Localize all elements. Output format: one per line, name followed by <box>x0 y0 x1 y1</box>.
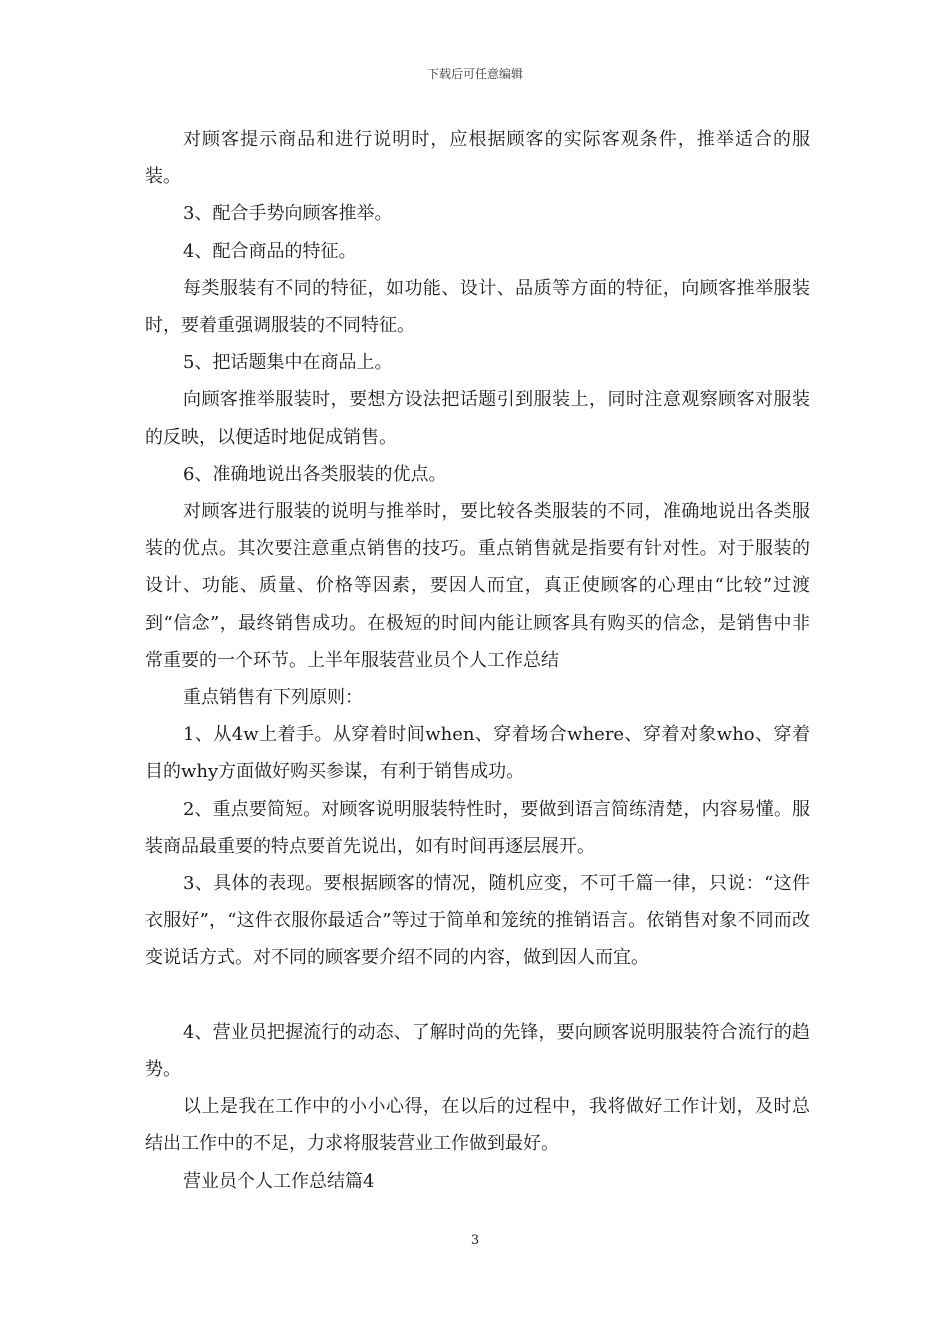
paragraph-principle-3: 3、具体的表现。要根据顾客的情况，随机应变，不可千篇一律，只说：“这件衣服好”，“这件衣服你最适合”等过于简单和笼统的推销语言。依销售对象不同而改变说话方式。对不同的顾客要介绍不同的内容，做到因人而宜。 <box>145 873 810 969</box>
page-number: 3 <box>470 1233 480 1248</box>
paragraph-item-5-topic: 5、把话题集中在商品上。 <box>183 352 393 374</box>
blank-line <box>145 977 810 1014</box>
paragraph-conclusion: 以上是我在工作中的小小心得，在以后的过程中，我将做好工作计划，及时总结出工作中的不足，力求将服装营业工作做到最好。 <box>145 1096 810 1155</box>
paragraph-principle-4: 4、营业员把握流行的动态、了解时尚的先锋，要向顾客说明服装符合流行的趋势。 <box>145 1021 810 1081</box>
paragraph-features-detail: 每类服装有不同的特征，如功能、设计、品质等方面的特征，向顾客推举服装时，要着重强调服装的不同特征。 <box>145 277 810 337</box>
paragraph-item-3-gesture: 3、配合手势向顾客推举。 <box>183 203 393 225</box>
paragraph-item-6-advantages: 6、准确地说出各类服装的优点。 <box>183 463 447 485</box>
paragraph-principle-2: 2、重点要简短。对顾客说明服装特性时，要做到语言简练清楚，内容易懂。服装商品最重要的特点要首先说出，如有时间再逐层展开。 <box>145 798 810 857</box>
paragraph-advantages-detail: 对顾客进行服装的说明与推举时，要比较各类服装的不同，准确地说出各类服装的优点。其次要注意重点销售的技巧。重点销售就是指要有针对性。对于服装的设计、功能、质量、价格等因素，要因人而宜，真正使顾客的心理由“比较”过渡到“信念”，最终销售成功。在极短的时间内能让顾客具有购买的信念，是销售中非常重要的一个环节。上半年服装营业员个人工作总结 <box>145 501 810 671</box>
paragraph-item-4-features: 4、配合商品的特征。 <box>183 240 357 262</box>
paragraph-topic-detail: 向顾客推举服装时，要想方设法把话题引到服装上，同时注意观察顾客对服装的反映，以便适时地促成销售。 <box>145 389 810 448</box>
paragraph-principle-1: 1、从4w上着手。从穿着时间when、穿着场合where、穿着对象who、穿着目的why方面做好购买参谋，有利于销售成功。 <box>145 724 810 783</box>
paragraph-next-section-title: 营业员个人工作总结篇4 <box>183 1170 375 1192</box>
paragraph-principles-heading: 重点销售有下列原则： <box>183 687 363 709</box>
document-body <box>145 121 810 1200</box>
paragraph-product-explanation: 对顾客提示商品和进行说明时，应根据顾客的实际客观条件，推举适合的服装。 <box>145 129 810 188</box>
page-header: 下载后可任意编辑 <box>426 67 523 81</box>
